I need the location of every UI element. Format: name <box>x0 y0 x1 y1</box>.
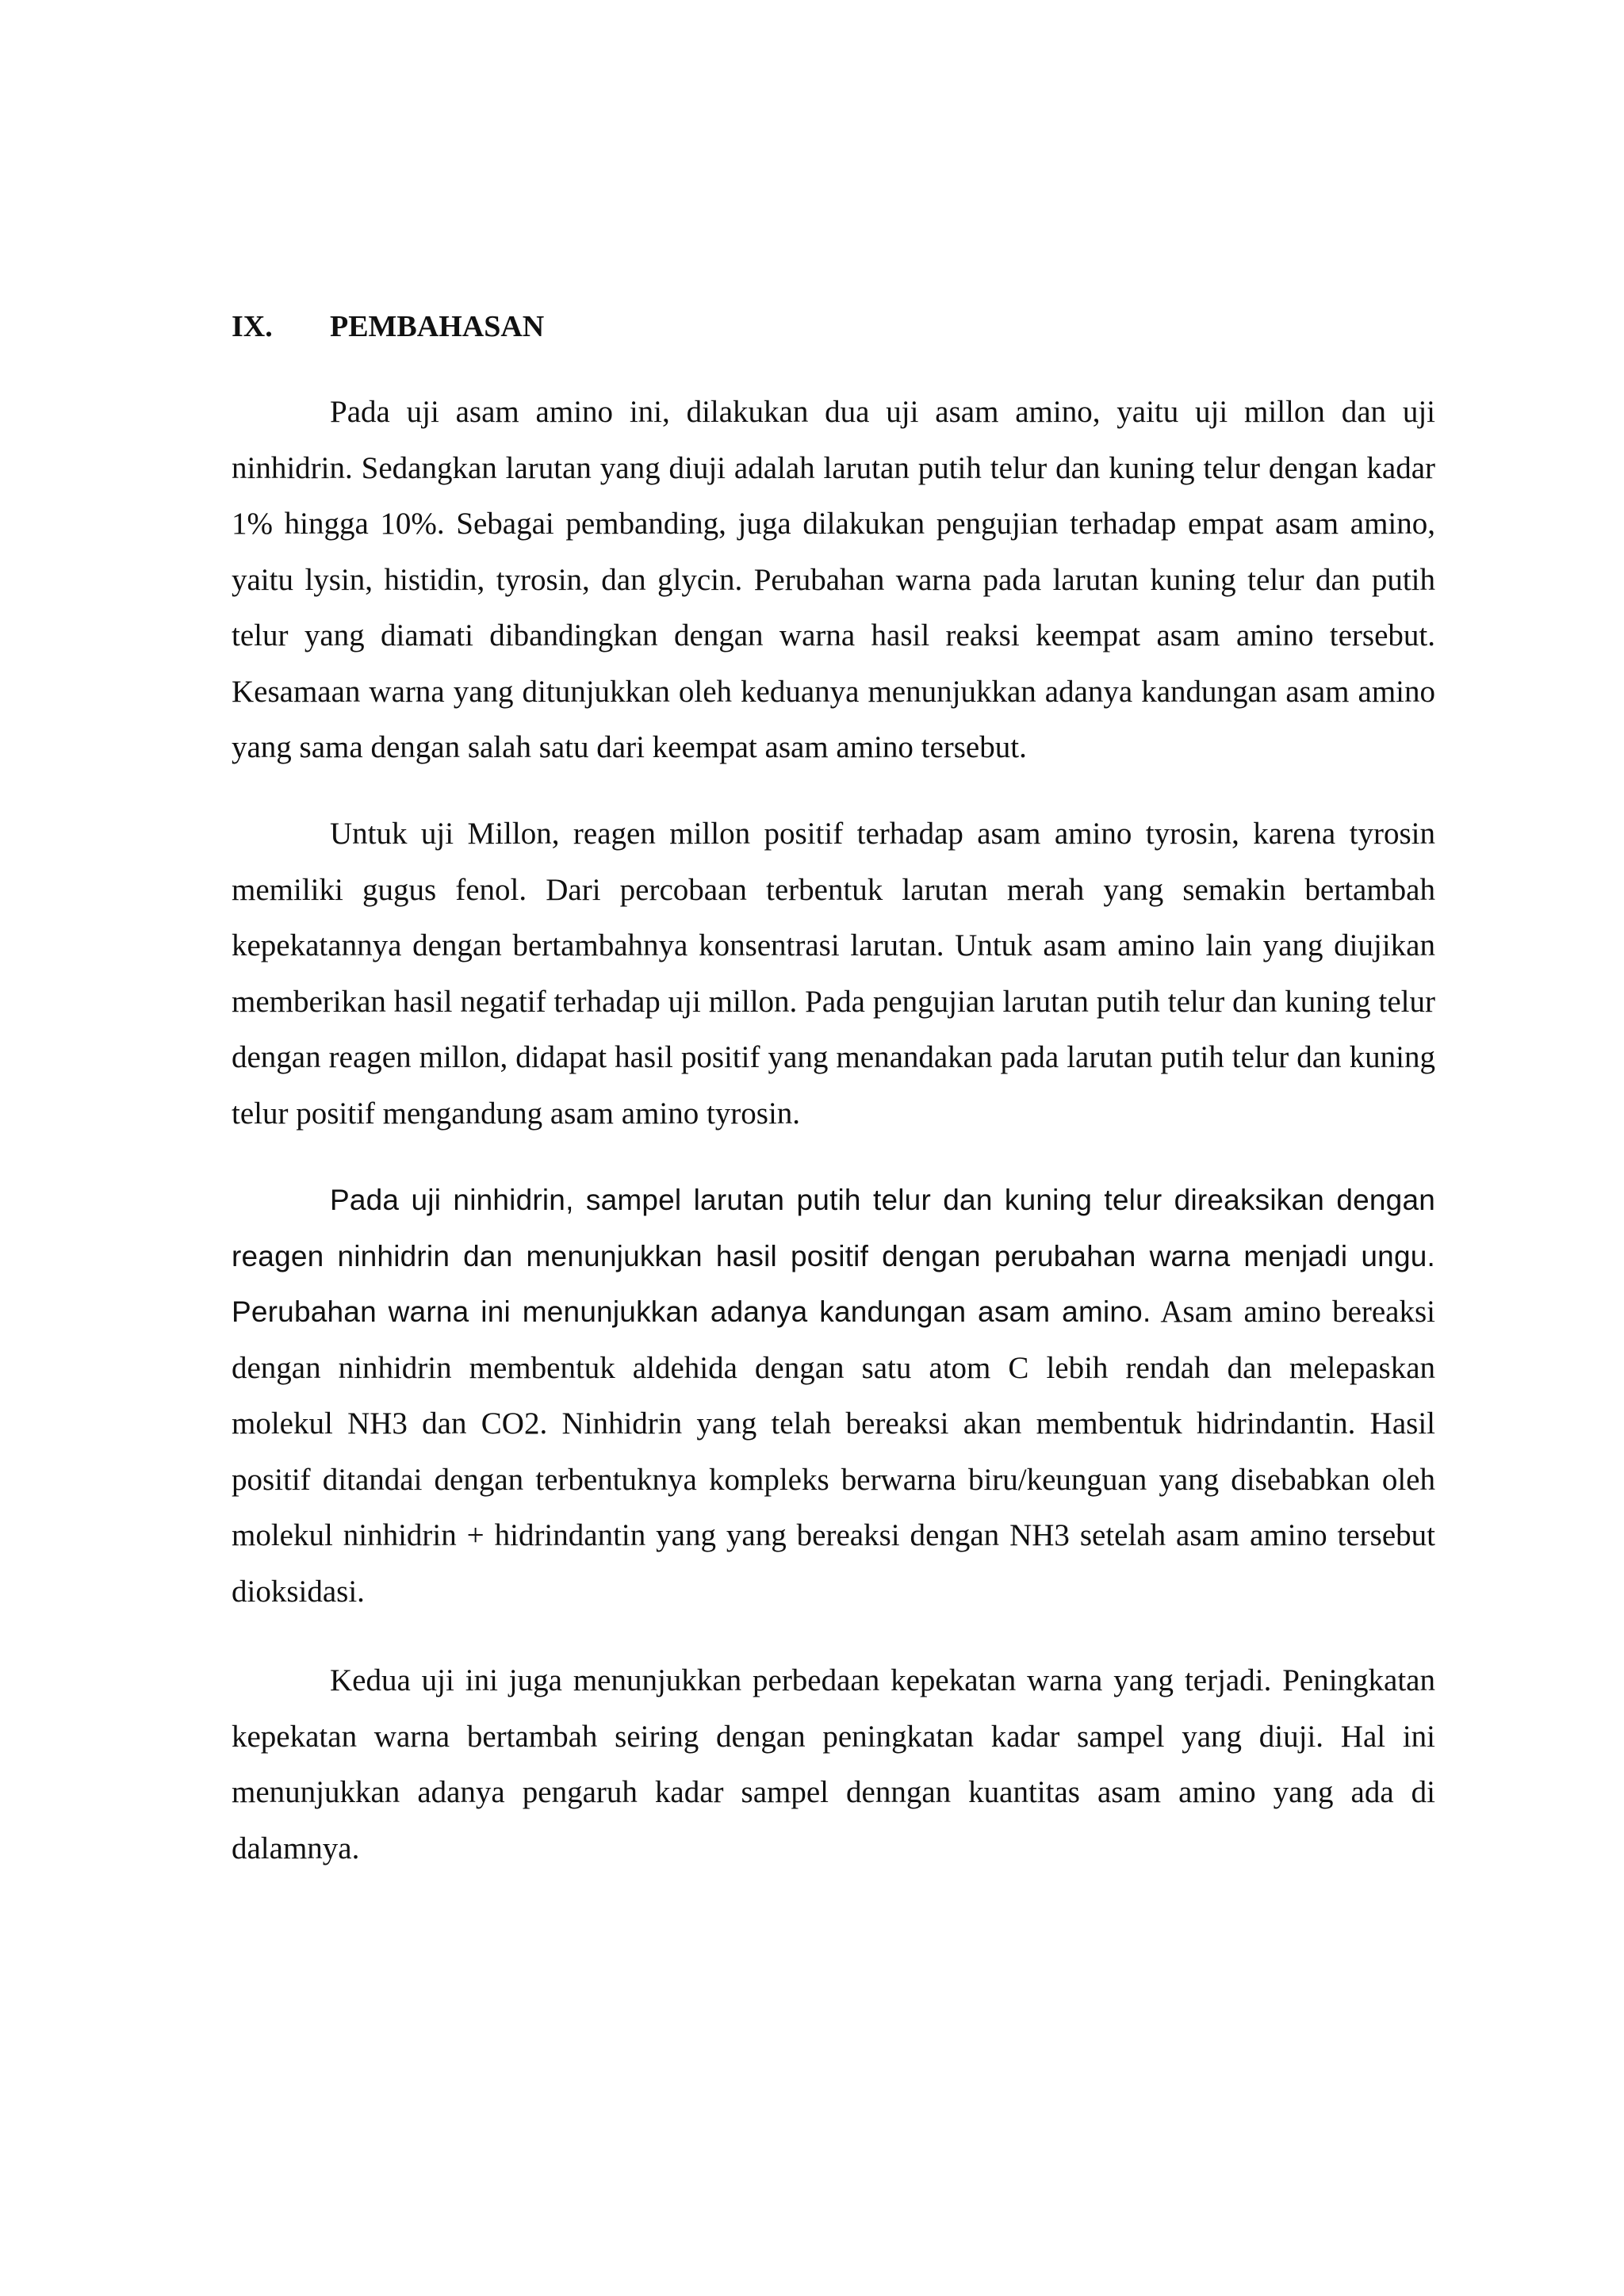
section-heading <box>232 303 1421 350</box>
paragraph-4-text: Kedua uji ini juga menunjukkan perbedaan kepekatan warna yang terjadi. Peningkatan kepekatan warna bertambah seiring dengan peningkatan kadar sampel yang diuji. Hal ini menunjukkan adanya pengaruh kadar sampel denngan kuantitas asam amino yang ada di dalamnya. <box>232 1663 1435 1866</box>
paragraph-1 <box>232 385 1435 776</box>
paragraph-3-serif-text: Asam amino bereaksi dengan ninhidrin membentuk aldehida dengan satu atom C lebih rendah dan melepaskan molekul NH3 dan CO2. Ninhidrin yang telah bereaksi akan membentuk hidrindantin. Hasil positif ditandai dengan terbentuknya kompleks berwarna biru/keunguan yang disebabkan oleh molekul ninhidrin + hidrindantin yang yang bereaksi dengan NH3 setelah asam amino tersebut dioksidasi. <box>232 1295 1436 1609</box>
paragraph-3 <box>232 1173 1435 1620</box>
paragraph-4 <box>232 1653 1435 1877</box>
paragraph-2-text: Untuk uji Millon, reagen millon positif terhadap asam amino tyrosin, karena tyrosin memiliki gugus fenol. Dari percobaan terbentuk larutan merah yang semakin bertambah kepekatannya dengan bertambahnya konsentrasi larutan. Untuk asam amino lain yang diujikan memberikan hasil negatif terhadap uji millon. Pada pengujian larutan putih telur dan kuning telur dengan reagen millon, didapat hasil positif yang menandakan pada larutan putih telur dan kuning telur positif mengandung asam amino tyrosin. <box>232 817 1435 1131</box>
section-title: PEMBAHASAN <box>330 310 545 343</box>
paragraph-2 <box>232 806 1435 1142</box>
section-number: IX. <box>232 310 273 343</box>
paragraph-1-text: Pada uji asam amino ini, dilakukan dua uji asam amino, yaitu uji millon dan uji ninhidrin. Sedangkan larutan yang diuji adalah larutan putih telur dan kuning telur dengan kadar 1% hingga 10%. Sebagai pembanding, juga dilakukan pengujian terhadap empat asam amino, yaitu lysin, histidin, tyrosin, dan glycin. Perubahan warna pada larutan kuning telur dan putih telur yang diamati dibandingkan dengan warna hasil reaksi keempat asam amino tersebut. Kesamaan warna yang ditunjukkan oleh keduanya menunjukkan adanya kandungan asam amino yang sama dengan salah satu dari keempat asam amino tersebut. <box>232 395 1435 764</box>
paragraph-3-sans-text: Pada uji ninhidrin, sampel larutan putih telur dan kuning telur direaksikan dengan reagen ninhidrin dan menunjukkan hasil positif dengan perubahan warna menjadi ungu. Perubahan warna ini menunjukkan adanya kandungan asam amino. <box>232 1184 1435 1328</box>
